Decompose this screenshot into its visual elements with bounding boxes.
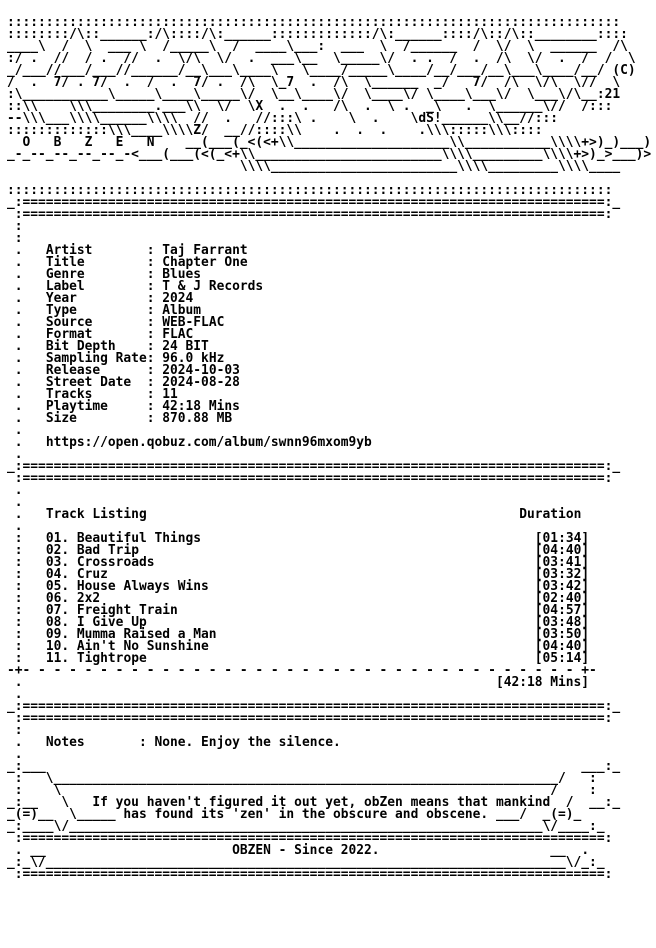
banner-art-line: :::::::::::::\\\____\\\\Z/ __//::::\\ . . . .\\\:::::\\\:::: <box>7 123 543 138</box>
banner-art-line: :\___________\_____\____\_____\/ \__\____\/ \____\/ \____\___\/ \___\/\__:21 <box>7 87 621 102</box>
track-title: House Always Wins <box>76 579 209 594</box>
track-number: 07. <box>45 603 70 618</box>
info-label: Sampling Rate <box>45 351 147 366</box>
track-title: Bad Trip <box>76 543 139 558</box>
track-number: 02. <box>45 543 70 558</box>
track-duration: [01:34] <box>534 531 590 546</box>
tagline-line-2: has found its 'zen' in the obscure and obscene. <box>123 807 489 822</box>
track-number: 10. <box>45 639 70 654</box>
info-label: Source <box>45 315 147 330</box>
track-duration: [03:48] <box>534 615 590 630</box>
info-value: 96.0 kHz <box>162 351 225 366</box>
track-duration: [04:40] <box>534 543 590 558</box>
banner-art-line: ::\\ \\\________.___\\ \/ \X . . /\ . \ . _\ . \______\// /::: <box>7 99 613 114</box>
info-value: WEB-FLAC <box>162 315 225 330</box>
duration-heading: Duration <box>519 507 582 522</box>
track-title: Ain't No Sunshine <box>76 639 209 654</box>
track-title: Tightrope <box>76 651 147 666</box>
info-value: FLAC <box>162 327 194 342</box>
info-label: Tracks <box>45 387 147 402</box>
info-label: Bit Depth <box>45 339 147 354</box>
track-number: 11. <box>45 651 70 666</box>
track-title: 2x2 <box>76 591 101 606</box>
track-duration: [05:14] <box>534 651 590 666</box>
info-label: Format <box>45 327 147 342</box>
track-title: Mumma Raised a Man <box>76 627 217 642</box>
track-number: 09. <box>45 627 70 642</box>
obzen-logo-line: O B Z E N __(___(_<(<+\\____________________\\___________\\\\+>)_)___) <box>7 135 652 150</box>
banner-art-line: / . 7/ . 7/ . / . 7/ . /\ \_7 . /\ \______ _/ 7/ /\ \/\ \// \ <box>7 75 621 90</box>
track-listing-heading: Track Listing <box>45 507 147 522</box>
total-playtime: [42:18 Mins] <box>495 675 590 690</box>
banner-art-line: ____\ / \ ___ \ /_____\ / ____\___: ___ \ /______ / \/ \ ______ /\ <box>7 39 628 54</box>
info-value: 24 BIT <box>162 339 209 354</box>
info-value: 870.88 MB <box>162 411 233 426</box>
tagline-line-1: If you haven't figured it out yet, obZen means that mankind <box>92 795 551 810</box>
banner-art-line: _-_--_--_--_--_-<___(___(<(_<+\\________________________\\\\_________\\\\+>)_>___)> <box>7 147 652 162</box>
track-title: I Give Up <box>76 615 147 630</box>
info-label: Size <box>45 411 147 426</box>
info-label: Year <box>45 291 147 306</box>
info-value: 42:18 Mins <box>162 399 240 414</box>
track-title: Cruz <box>76 567 108 582</box>
info-value: 2024-08-28 <box>162 375 240 390</box>
track-number: 06. <box>45 591 70 606</box>
info-label: Release <box>45 363 147 378</box>
info-label: Title <box>45 255 147 270</box>
banner-art-line: --\\\___\\\\______\\\\ // . //:::\ . \ . \dS!______\\__//::: <box>7 111 559 126</box>
notes-value: None. Enjoy the silence. <box>154 735 341 750</box>
track-number: 03. <box>45 555 70 570</box>
info-label: Street Date <box>45 375 147 390</box>
info-value: 2024 <box>162 291 194 306</box>
banner-art-line: :/ . // / . // . \/\ \/ . ___\__ \_____\/ . . / . /\ \/ . / / \ <box>7 51 636 66</box>
banner-art-line: ::::::::/\::______:/\::::/\:______:::::::::::::/\:______::::/\::/\::________:::: <box>7 27 628 42</box>
track-duration: [03:42] <box>534 579 590 594</box>
notes-label: Notes <box>45 735 85 750</box>
track-duration: [04:57] <box>534 603 590 618</box>
banner-art-line: _/___//___/___//______/__\___\____\ \____/_____\____/__/___/__\___\____/__/ (C) <box>7 63 636 78</box>
banner-art-line: ::::::::::::::::::::::::::::::::::::::::::::::::::::::::::::::::::::::::::::::: <box>7 15 621 30</box>
banner-art-line: \\\\________________________\\\\_________\\\\____ <box>7 159 621 174</box>
info-label: Playtime <box>45 399 147 414</box>
track-duration: [03:32] <box>534 567 590 582</box>
info-value: 11 <box>162 387 178 402</box>
track-duration: [03:50] <box>534 627 590 642</box>
track-number: 08. <box>45 615 70 630</box>
album-url: https://open.qobuz.com/album/swnn96mxom9yb <box>45 435 372 450</box>
info-label: Artist <box>45 243 147 258</box>
info-value: Chapter One <box>162 255 248 270</box>
nfo-document: ::::::::::::::::::::::::::::::::::::::::::::::::::::::::::::::::::::::::::::::: ::::::::/\::______:/\::::/\:______:::::::::::::/\:______::::/\::/\::________:::: ____\ / \ ___ \ /_____\ / ____\___: ___ \ /______ / \/ \ ______ /\ :/ . // / . // . \/\ \/ . ___\__ \_____\/ . . / . /\ \/ . / / \ _/___//___/___//______/__\___\____\ \____/_____\____/__/___/__\___\____/__/ (C) / . 7/ . 7/ . / . 7/ . /\ \_7 . /\ \______ _/ 7/ /\ \/\ \// \ :\___________\_____\____\_____\/ \__\____\/ \____\/ \____\___\/ \___\/\__:21 ::\\ \\\________.___\\ \/ \X . . /\ . \ . _\ . \______\// /::: --\\\___\\\\______\\\\ // . //:::\ . \ . \dS!______\\__//::: :::::::::::::\\\____\\\\Z/ __//::::\\ . . . .\\\:::::\\\:::: O B Z E N __(___(_<(<+\\____________________\\___________\\\\+>)_)___) _-_--_--_--_--_-<___(___(<(_<+\\________________________\\\\_________\\\\+>)_>___)> \\\\________________________\\\\_________\\\\____ :::::::::::::::::::::::::::::::::::::::::::::::::::::::::::::::::::::::::::::: _:===========================================================================:_ :===========================================================================: : : . Artist : Taj Farrant . Title : Chapter One . Genre : Blues . Label : T & J Records . Year : 2024 . Type : Album . Source : WEB-FLAC . Format : FLAC . Bit Depth : 24 BIT . Sampling Rate: 96.0 kHz . Release : 2024-10-03 . Street Date : 2024-08-28 . Tracks : 11 . Playtime : 42:18 Mins . Size : 870.88 MB . . https://open.qobuz.com/album/swnn96mxom9yb . _:===========================================================================:_ :===========================================================================: . . . Track Listing Duration . : 01. Beautiful Things [01:34] : 02. Bad Trip [04:40] : 03. Crossroads [03:41] : 04. Cruz [03:32] : 05. House Always Wins [03:42] : 06. 2x2 [02:40] : 07. Freight Train [04:57] : 08. I Give Up [03:48] : 09. Mumma Raised a Man [03:50] : 10. Ain't No Sunshine [04:40] : 11. Tightrope [05:14] -+- - - - - - - - - - - - - - - - - - - - - - - - - - - - - - - - - - - - +- . [42:18 Mins] . _:===========================================================================:_ :===========================================================================: : . Notes : None. Enjoy the silence. . _:___ ___:_ : \_________________________________________________________________/ : : \ / : _:__ \ If you haven't figured it out yet, obZen means that mankind / __:_ _(=)__ \_____ has found its 'zen' in the obscure and obscene. ___/ _(=)_ _:____\/_____________________________________________________________\/____:_ :===========================================================================: . __ OBZEN - Since 2022. __ . _:_\/___________________________________________________________________\/_:_ :===========================================================================: <box>7 15 652 882</box>
track-title: Beautiful Things <box>76 531 202 546</box>
track-duration: [04:40] <box>534 639 590 654</box>
info-label: Label <box>45 279 147 294</box>
track-title: Crossroads <box>76 555 155 570</box>
track-duration: [03:41] <box>534 555 590 570</box>
footer-text: OBZEN - Since 2022. <box>232 843 380 858</box>
info-value: Blues <box>162 267 202 282</box>
track-duration: [02:40] <box>534 591 590 606</box>
info-label: Type <box>45 303 147 318</box>
info-value: T & J Records <box>162 279 264 294</box>
info-value: 2024-10-03 <box>162 363 240 378</box>
track-title: Freight Train <box>76 603 178 618</box>
info-label: Genre <box>45 267 147 282</box>
track-number: 05. <box>45 579 70 594</box>
info-value: Taj Farrant <box>162 243 248 258</box>
info-value: Album <box>162 303 202 318</box>
track-number: 01. <box>45 531 70 546</box>
track-number: 04. <box>45 567 70 582</box>
